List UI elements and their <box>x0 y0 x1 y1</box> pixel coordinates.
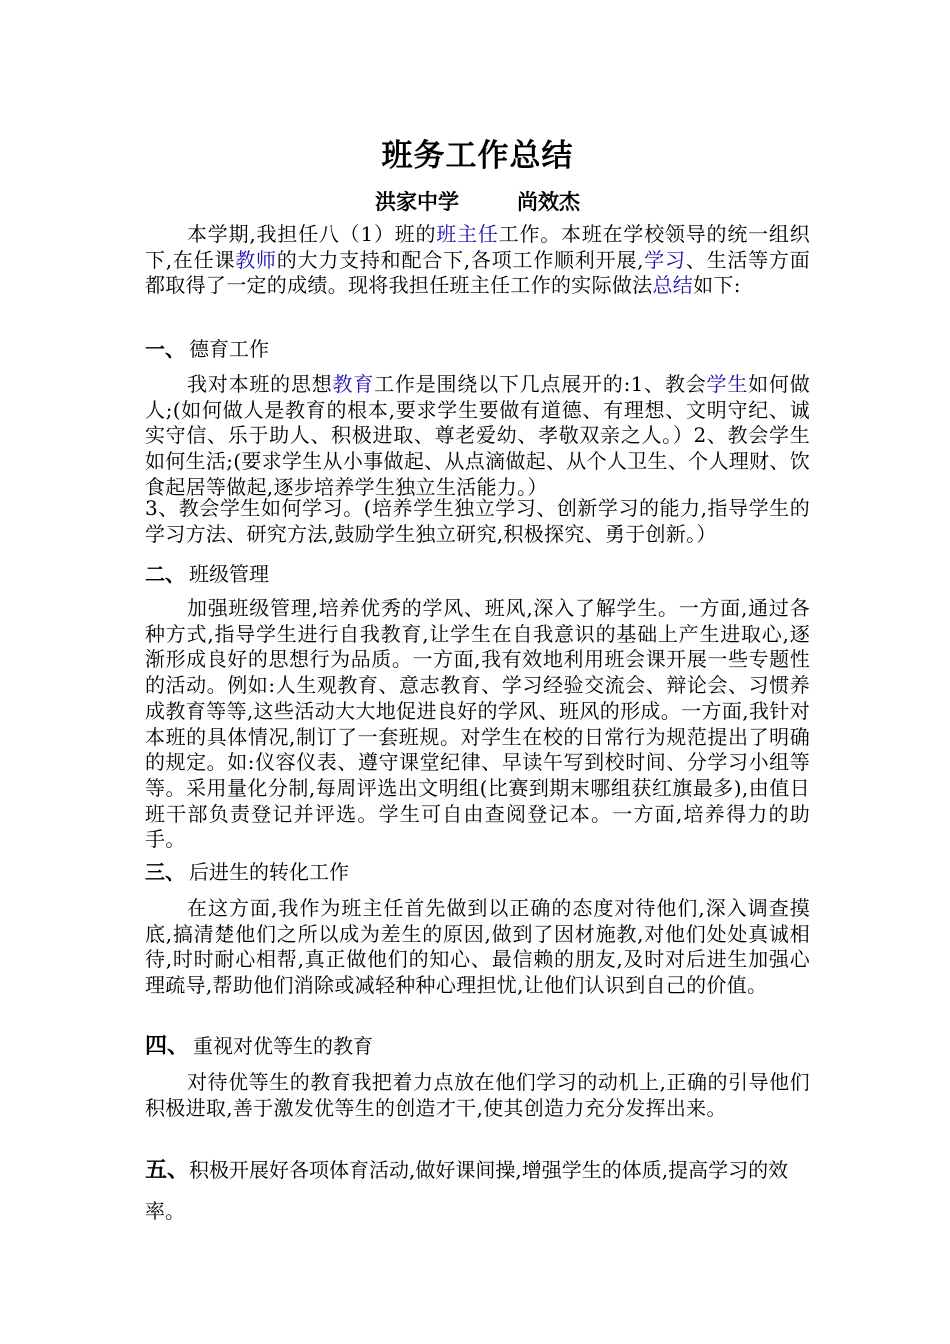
section-4-paragraph: 对待优等生的教育我把着力点放在他们学习的动机上,正确的引导他们积极进取,善于激发优等生的创造才干,使其创造力充分发挥出来。 <box>145 1070 810 1120</box>
link-study[interactable]: 学习 <box>643 247 686 272</box>
document-title: 班务工作总结 <box>381 138 574 174</box>
section-1-paragraph-a: 我对本班的思想教育工作是围绕以下几点展开的:1、教会学生如何做人;(如何做人是教育的根本,要求学生要做有道德、有理想、文明守纪、诚实守信、乐于助人、积极进取、尊老爱幼、孝敬双亲之人。）2、教会学生如何生活;(要求学生从小事做起、从点滴做起、从个人卫生、个人理财、饮食起居等做起,逐步培养学生独立生活能力。） <box>145 372 811 499</box>
section-3-paragraph: 在这方面,我作为班主任首先做到以正确的态度对待他们,深入调查摸底,搞清楚他们之所以成为差生的原因,做到了因材施教,对他们处处真诚相待,时时耐心相帮,真正做他们的知心、最信赖的朋友,及时对后进生加强心理疏导,帮助他们消除或减轻种种心理担忧,让他们认识到自己的价值。 <box>145 896 810 998</box>
section-heading-4: 四、 重视对优等生的教育 <box>145 1034 374 1059</box>
link-summary[interactable]: 总结 <box>652 273 694 298</box>
section-2-paragraph: 加强班级管理,培养优秀的学风、班风,深入了解学生。一方面,通过各种方式,指导学生进行自我教育,让学生在自我意识的基础上产生进取心,逐渐形成良好的思想行为品质。一方面,我有效地利用班会课开展一些专题性的活动。例如:人生观教育、意志教育、学习经验交流会、辩论会、习惯养成教育等等,这些活动大大地促进良好的学风、班风的形成。一方面,我针对本班的具体情况,制订了一套班规。对学生在校的日常行为规范提出了明确的规定。如:仪容仪表、遵守课堂纪律、早读午写到校时间、分学习小组等等。采用量化分制,每周评选出文明组(比赛到期末哪组获红旗最多),由值日班干部负责登记并评选。学生可自由查阅登记本。一方面,培养得力的助手。 <box>145 596 810 852</box>
intro-paragraph: 本学期,我担任八（1）班的班主任工作。本班在学校领导的统一组织下,在任课教师的大力支持和配合下,各项工作顺利开展,学习、生活等方面都取得了一定的成绩。现将我担任班主任工作的实际做法总结如下: <box>145 222 811 298</box>
section-heading-3: 三、 后进生的转化工作 <box>145 860 349 884</box>
section-heading-5: 五、积极开展好各项体育活动,做好课间操,增强学生的体质,提高学习的效率。 <box>145 1158 789 1223</box>
section-heading-2: 二、 班级管理 <box>145 562 269 586</box>
link-class-teacher[interactable]: 班主任 <box>436 222 499 246</box>
link-student[interactable]: 学生 <box>706 372 749 396</box>
link-education[interactable]: 教育 <box>332 372 375 396</box>
author-name: 尚效杰 <box>517 190 580 214</box>
link-teacher[interactable]: 教师 <box>235 247 277 272</box>
author-line <box>145 186 810 216</box>
section-1-paragraph-b: 3、教会学生如何学习。(培养学生独立学习、创新学习的能力,指导学生的学习方法、研究方法,鼓励学生独立研究,积极探究、勇于创新。） <box>145 496 810 546</box>
section-heading-1: 一、 德育工作 <box>145 337 269 361</box>
school-name: 洪家中学 <box>375 190 459 214</box>
